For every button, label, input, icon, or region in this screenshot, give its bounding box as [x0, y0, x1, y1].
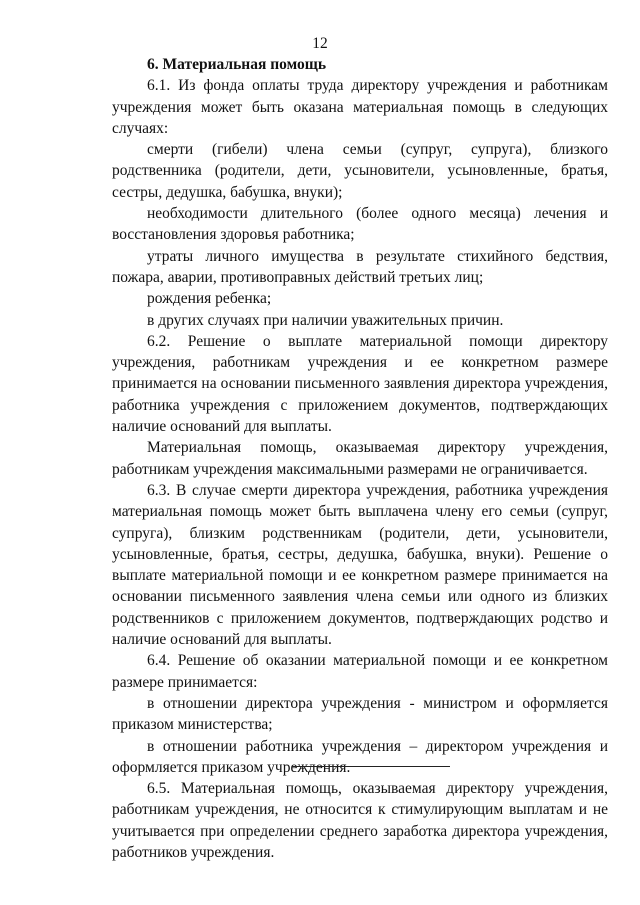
- page-number: 12: [312, 35, 328, 52]
- paragraph-birth-case: рождения ребенка;: [147, 290, 272, 308]
- paragraph-6-2: 6.2. Решение о выплате материальной помощи директору учреждения, работникам учреждения и ее конкретном размере принимается на основании письменного заявления директора учреждения, работника учреждения с приложением документов, подтверждающих наличие оснований для выплаты.: [112, 332, 608, 436]
- paragraph-death-case: смерти (гибели) члена семьи (супруг, супруга), близкого родственника (родители, дети, усыновители, усыновленные, братья, сестры, дедушка, бабушка, внуки);: [112, 141, 608, 201]
- paragraph-property-loss-case: утраты личного имущества в результате стихийного бедствия, пожара, аварии, противоправных действий третьих лиц;: [112, 247, 608, 286]
- paragraph-treatment-case: необходимости длительного (более одного месяца) лечения и восстановления здоровья работника;: [112, 205, 608, 244]
- page-content: [112, 54, 608, 863]
- paragraph-other-case: в других случаях при наличии уважительных причин.: [147, 311, 504, 329]
- end-of-text-rule: [292, 766, 450, 767]
- paragraph-6-1: 6.1. Из фонда оплаты труда директору учреждения и работникам учреждения может быть оказана материальная помощь в следующих случаях:: [112, 77, 608, 137]
- paragraph-6-5: 6.5. Материальная помощь, оказываемая директору учреждения, работникам учреждения, не относится к стимулирующим выплатам и не учитывается при определении среднего заработка директора учреждения, работников учреждения.: [112, 780, 608, 861]
- paragraph-6-4: 6.4. Решение об оказании материальной помощи и ее конкретном размере принимается:: [112, 652, 608, 691]
- paragraph-max-limit: Материальная помощь, оказываемая директору учреждения, работникам учреждения максимальными размерами не ограничивается.: [112, 439, 608, 478]
- paragraph-6-3: 6.3. В случае смерти директора учреждения, работника учреждения материальная помощь может быть выплачена члену его семьи (супруг, супруга), близким родственникам (родители, дети, усыновители, усыновленные, братья, сестры, дедушка, бабушка, внуки). Решение о выплате материальной помощи и ее конкретном размере принимается на основании письменного заявления члена семьи или одного из близких родственников с приложением документов, подтверждающих родство и наличие оснований для выплаты.: [112, 481, 608, 649]
- paragraph-director-order: в отношении директора учреждения - министром и оформляется приказом министерства;: [112, 694, 608, 734]
- paragraph-employee-order: в отношении работника учреждения – директором учреждения и оформляется приказом учреждения.: [112, 737, 608, 776]
- section-heading: 6. Материальная помощь: [147, 56, 327, 73]
